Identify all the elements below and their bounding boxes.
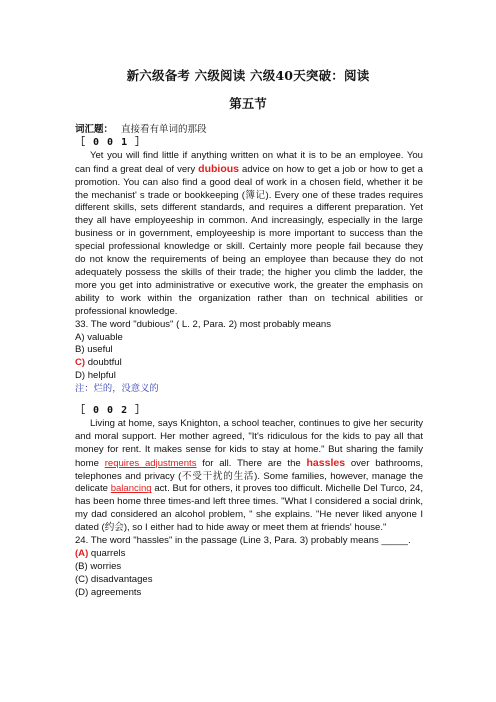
question-2-tag: ［ 0 0 2 ］ [75,405,147,417]
option-text: doubtful [85,357,122,369]
content-body [75,124,423,600]
highlight-phrase: balancing [110,483,152,495]
question-2-stem: 24. The word "hassles" in the passage (Line 3, Para. 3) probably means _____. [75,535,411,547]
section-title: 第五节 [229,96,267,111]
passage-text: over bathrooms, telephones and privacy (不受干扰的生活). Some families, however, manage the delicate [75,457,423,495]
question-1-stem: 33. The word "dubious" ( L. 2, Para. 2) most probably means [75,318,332,330]
option-a [75,548,423,561]
vocab-label: 词汇题： [75,124,114,135]
option-text: valuable [84,331,123,343]
passage-text: act. But for others, it proves too difficult. Michelle Del Turco, 24, has been home three times-and left three times. "What I considered a social drink, my dad considered an alcohol problem, " she explains. "He never liked anyone I dated (约会), so I either had to hide away or meet them at friends' house." [75,483,423,534]
question-1-tag: ［ 0 0 1 ］ [75,136,147,148]
highlight-word: hassles [306,456,346,469]
highlight-phrase: requires adjustments [104,457,197,469]
option-letter: (B) [75,560,88,572]
option-letter-correct: C) [75,357,86,369]
option-text: quarrels [88,548,126,559]
vocab-text: 直接看有单词的那段 [120,124,207,135]
passage-text: advice on how to get a job or how to get a promotion. You can also find a good deal of work in a chosen field, whether it be the mechanist' s trade or bookkeeping (簿记). Every one of these trades requires different skills, sets different standards, and requires a different preparation. Yet they all have employeeship in common. And increasingly, especially in the large business or in government, employeeship is more important to success than the special professional knowledge or skill. Certainly more people fail because they do not know the requirements of being an employee than because they do not adequately possess the skills of their trade; the higher you climb the ladder, the more you get into administrative or executive work, the greater the emphasis on ability to work within the organization rather than on technical abilities or professional knowledge. [75,163,423,317]
option-letter: B) [75,344,85,356]
option-text: useful [84,344,113,356]
option-letter: D) [75,370,86,382]
question-2-passage [75,418,423,535]
option-text: agreements [88,586,142,598]
passage-text: Yet you will find little if anything written on what it is to be an employee. You can find a great deal of very [75,149,423,175]
option-text: worries [87,560,122,572]
option-text: disadvantages [88,573,153,585]
option-b [75,561,423,574]
option-text: helpful [85,370,116,382]
option-letter-correct: (A) [75,548,89,559]
highlight-word: dubious [198,162,239,175]
question-1-passage [75,150,423,319]
option-letter: A) [75,331,85,343]
option-a [75,332,423,345]
option-c [75,357,423,370]
vocab-line [75,124,423,137]
passage-text: for all. There are the [196,457,307,469]
page-title: 新六级备考 六级阅读 六级40天突破：阅读 [126,68,370,83]
answer-note: 注：烂的，没意义的 [75,383,159,395]
option-letter: (C) [75,573,89,585]
option-c [75,574,423,587]
passage-text: Living at home, says Knighton, a school teacher, continues to give her security and moral support. Her mother agreed, "It's ridiculous for the kids to pay all that money for rent. It makes sense for kids to stay at home." But sharing the family home [75,417,423,469]
option-d [75,587,423,600]
option-b [75,344,423,357]
option-letter: (D) [75,586,89,598]
option-d [75,370,423,383]
